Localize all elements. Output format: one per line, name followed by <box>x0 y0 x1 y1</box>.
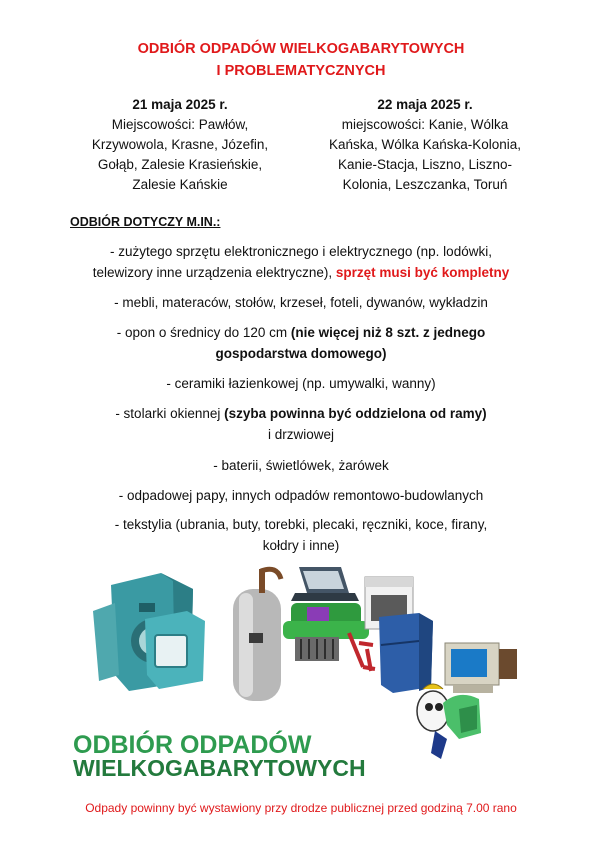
waste-collection-banner <box>73 729 366 781</box>
schedule-line: Zalesie Kańskie <box>132 177 228 192</box>
item-furniture: - mebli, materaców, stołów, krzeseł, foteli, dywanów, wykładzin <box>114 295 488 310</box>
item-electronics-note: sprzęt musi być kompletny <box>335 265 510 280</box>
item-textiles-line-1: - tekstylia (ubrania, buty, torebki, plecaki, ręczniki, koce, firany, <box>114 517 488 532</box>
schedule-line: Gołąb, Zalesie Krasieńskie, <box>97 157 263 172</box>
item-joinery <box>60 403 542 445</box>
schedule-line: Kańska, Wólka Kańska-Kolonia, <box>328 137 522 152</box>
schedule-date: 22 maja 2025 r. <box>377 97 473 112</box>
radiator-icon <box>295 637 339 661</box>
item-electronics-line-2: telewizory inne urządzenia elektryczne), <box>92 265 336 280</box>
item-tires-note-2: gospodarstwa domowego) <box>215 346 387 361</box>
item-joinery-line-2: i drzwiowej <box>267 427 335 442</box>
schedule-date: 21 maja 2025 r. <box>132 97 228 112</box>
schedule-line: Kanie-Stacja, Liszno, Liszno- <box>337 157 513 172</box>
item-electronics-line-1: - zużytego sprzętu elektronicznego i elektrycznego (np. lodówki, <box>110 244 492 259</box>
page-title <box>0 38 602 82</box>
item-tires-note-1: (nie więcej niż 8 szt. z jednego <box>290 325 486 340</box>
item-roofing: - odpadowej papy, innych odpadów remontowo-budowlanych <box>118 488 484 503</box>
monitor-icon <box>445 643 517 693</box>
schedule-line: miejscowości: Kanie, Wólka <box>341 117 509 132</box>
footer-note: Odpady powinny być wystawiony przy drodze publicznej przed godziną 7.00 rano <box>85 801 517 815</box>
item-electronics <box>60 241 542 283</box>
banner-line-2: WIELKOGABARYTOWYCH <box>73 755 366 781</box>
oven-icon <box>145 611 205 689</box>
fridge-icon <box>379 613 433 693</box>
bulky-waste-illustration <box>63 563 531 785</box>
item-ceramics: - ceramiki łazienkowej (np. umywalki, wanny) <box>166 376 436 391</box>
schedule-line: Kolonia, Leszczanka, Toruń <box>342 177 508 192</box>
title-line-2: I PROBLEMATYCZNYCH <box>216 63 386 79</box>
item-joinery-note: (szyba powinna być oddzielona od ramy) <box>224 406 487 421</box>
item-tires-text: - opon o średnicy do 120 cm <box>116 325 291 340</box>
schedule-line: Miejscowości: Pawłów, <box>111 117 249 132</box>
section-heading: ODBIÓR DOTYCZY M.IN.: <box>70 215 221 229</box>
item-joinery-text: - stolarki okiennej <box>115 406 225 421</box>
item-batteries: - baterii, świetlówek, żarówek <box>213 458 389 473</box>
mover-with-armchair-icon <box>417 684 481 759</box>
item-textiles-line-2: kołdry i inne) <box>262 538 340 553</box>
schedule-day-1 <box>65 95 295 195</box>
banner-line-1: ODBIÓR ODPADÓW <box>73 731 312 759</box>
laptop-icon <box>291 567 359 601</box>
item-tires <box>60 322 542 364</box>
schedule-day-2 <box>305 95 545 195</box>
water-heater-icon <box>233 569 281 701</box>
schedule-line: Krzywowola, Krasne, Józefin, <box>91 137 269 152</box>
title-line-1: ODBIÓR ODPADÓW WIELKOGABARYTOWYCH <box>137 41 465 57</box>
item-textiles <box>60 514 542 556</box>
sofa-icon <box>283 603 369 639</box>
